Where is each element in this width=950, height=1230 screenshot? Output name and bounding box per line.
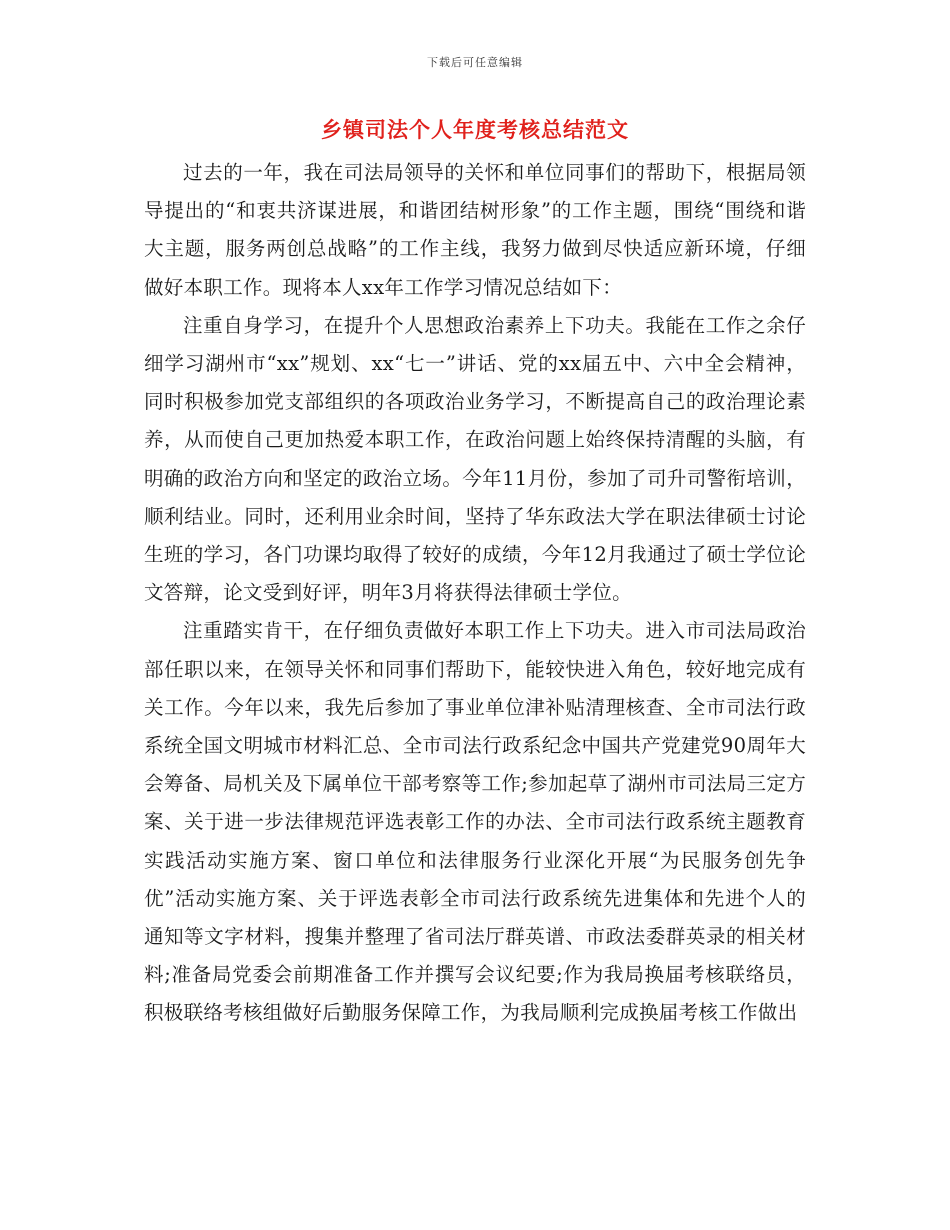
document-title: 乡镇司法个人年度考核总结范文 — [321, 118, 629, 142]
header-note: 下载后可任意编辑 — [427, 56, 523, 69]
document-body — [144, 154, 806, 1033]
paragraph-work: 注重踏实肯干，在仔细负责做好本职工作上下功夫。进入市司法局政治部任职以来，在领导关怀和同事们帮助下，能较快进入角色，较好地完成有关工作。今年以来，我先后参加了事业单位津补贴清理核查、全市司法行政系统全国文明城市材料汇总、全市司法行政系纪念中国共产党建党90周年大会筹备、局机关及下属单位干部考察等工作;参加起草了湖州市司法局三定方案、关于进一步法律规范评选表彰工作的办法、全市司法行政系统主题教育实践活动实施方案、窗口单位和法律服务行业深化开展“为民服务创先争优”活动实施方案、关于评选表彰全市司法行政系统先进集体和先进个人的通知等文字材料，搜集并整理了省司法厅群英谱、市政法委群英录的相关材料;准备局党委会前期准备工作并撰写会议纪要;作为我局换届考核联络员，积极联络考核组做好后勤服务保障工作，为我局顺利完成换届考核工作做出 — [144, 619, 806, 1025]
paragraph-intro: 过去的一年，我在司法局领导的关怀和单位同事们的帮助下，根据局领导提出的“和衷共济谋进展，和谐团结树形象”的工作主题，围绕“围绕和谐大主题，服务两创总战略”的工作主线，我努力做到尽快适应新环境，仔细做好本职工作。现将本人xx年工作学习情况总结如下： — [144, 161, 806, 299]
paragraph-study: 注重自身学习，在提升个人思想政治素养上下功夫。我能在工作之余仔细学习湖州市“xx”规划、xx“七一”讲话、党的xx届五中、六中全会精神，同时积极参加党支部组织的各项政治业务学习，不断提高自己的政治理论素养，从而使自己更加热爱本职工作，在政治问题上始终保持清醒的头脑，有明确的政治方向和坚定的政治立场。今年11月份，参加了司升司警衔培训，顺利结业。同时，还利用业余时间，坚持了华东政法大学在职法律硕士讨论生班的学习，各门功课均取得了较好的成绩，今年12月我通过了硕士学位论文答辩，论文受到好评，明年3月将获得法律硕士学位。 — [144, 313, 806, 605]
